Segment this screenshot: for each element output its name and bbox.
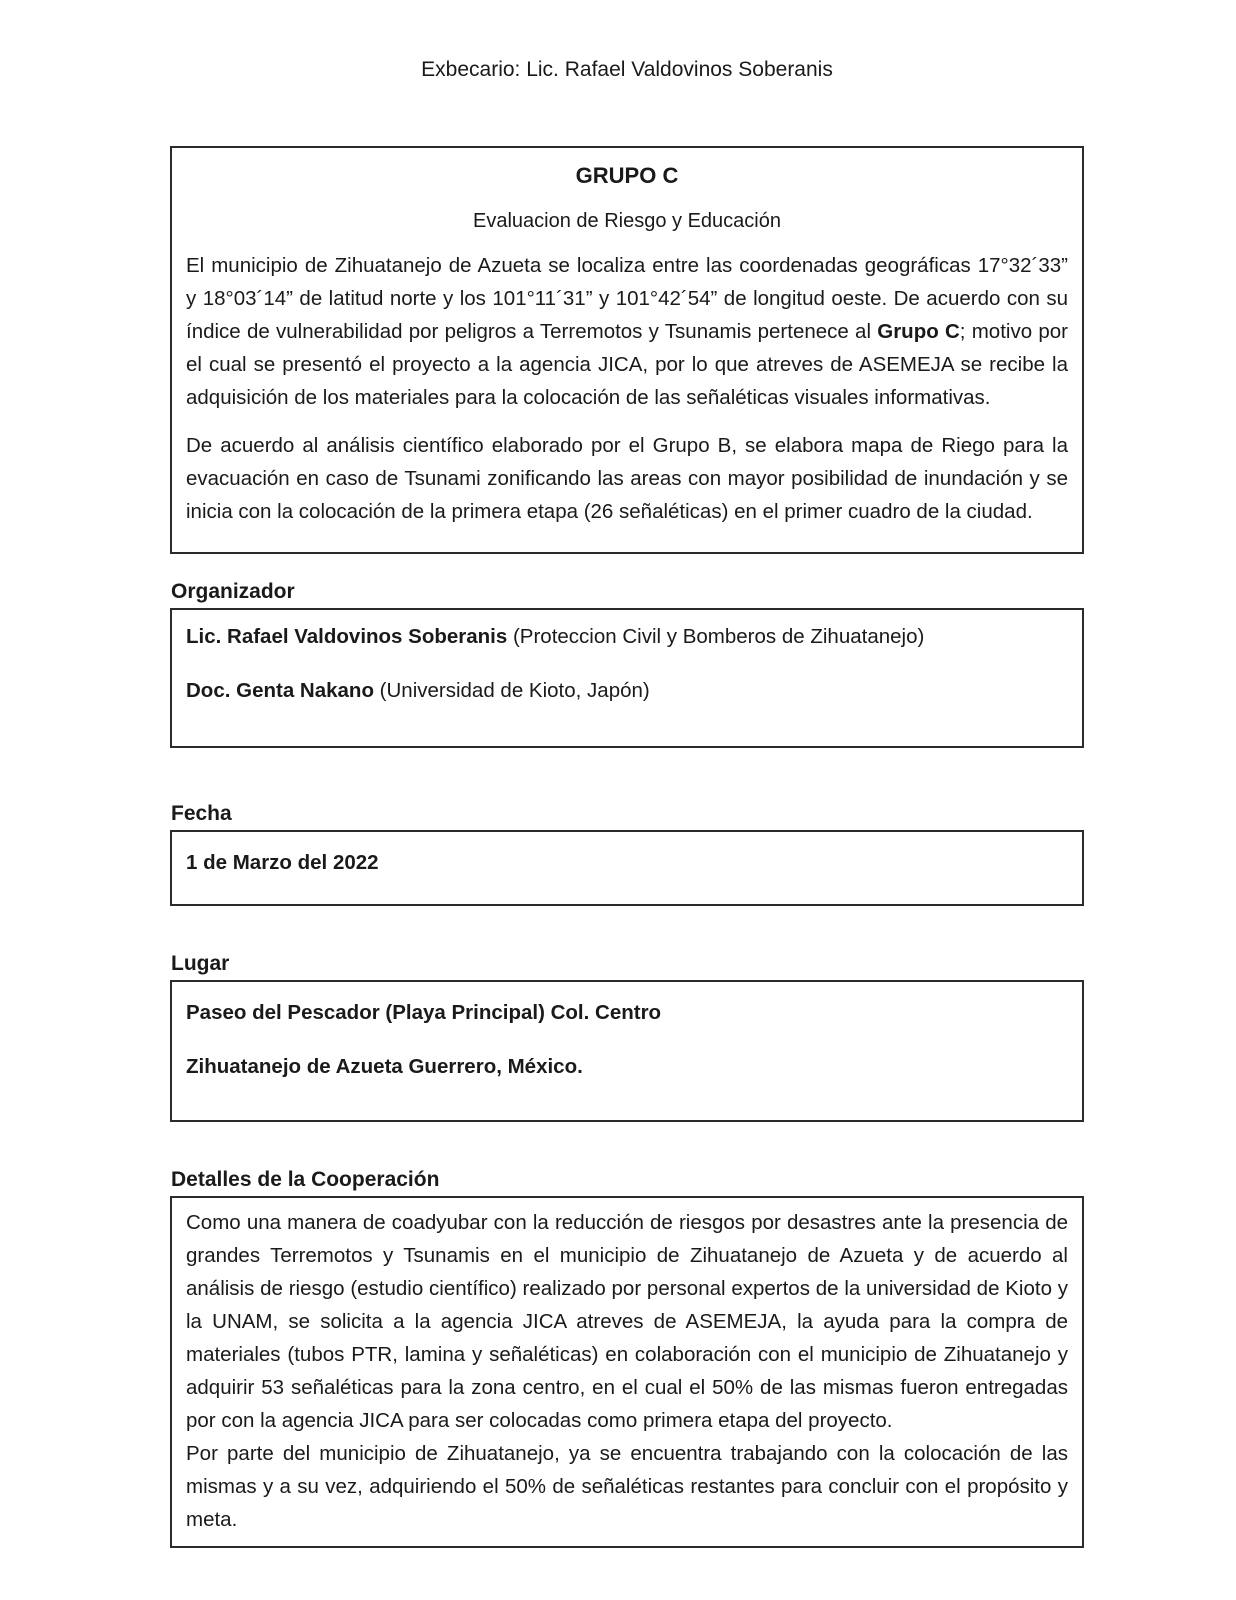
cooperation-box <box>170 1196 1084 1548</box>
organizer-person-2-name: Doc. Genta Nakano <box>186 679 374 702</box>
group-paragraph-2: De acuerdo al análisis científico elaborado por el Grupo B, se elabora mapa de Riego para la evacuación en caso de Tsunami zonificando las areas con mayor posibilidad de inundación y se inicia con la colocación de la primera etapa (26 señaléticas) en el primer cuadro de la ciudad. <box>186 434 1068 523</box>
organizer-person-2 <box>186 678 1068 704</box>
document-header-title: Exbecario: Lic. Rafael Valdovinos Soberanis <box>421 58 833 81</box>
date-value: 1 de Marzo del 2022 <box>186 851 379 874</box>
organizer-person-1 <box>186 624 1068 650</box>
group-paragraph-1-bold: Grupo C <box>877 320 960 343</box>
organizer-section <box>170 580 1084 748</box>
date-box <box>170 830 1084 906</box>
organizer-person-2-org: (Universidad de Kioto, Japón) <box>373 679 650 702</box>
date-section <box>170 802 1084 906</box>
organizer-person-1-name: Lic. Rafael Valdovinos Soberanis <box>186 625 508 648</box>
organizer-person-1-org: (Proteccion Civil y Bomberos de Zihuatanejo) <box>507 625 925 648</box>
group-title: GRUPO C <box>575 163 679 188</box>
date-heading: Fecha <box>171 802 232 825</box>
group-subtitle: Evaluacion de Riesgo y Educación <box>473 210 781 232</box>
place-line-1: Paseo del Pescador (Playa Principal) Col. Centro <box>186 1001 662 1024</box>
place-heading: Lugar <box>171 952 230 975</box>
group-c-box <box>170 146 1084 554</box>
cooperation-paragraph-1: Como una manera de coadyubar con la reducción de riesgos por desastres ante la presencia de grandes Terremotos y Tsunamis en el municipio de Zihuatanejo de Azueta y de acuerdo al análisis de riesgo (estudio científico) realizado por personal expertos de la universidad de Kioto y la UNAM, se solicita a la agencia JICA atreves de ASEMEJA, la ayuda para la compra de materiales (tubos PTR, lamina y señaléticas) en colaboración con el municipio de Zihuatanejo y adquirir 53 señaléticas para la zona centro, en el cual el 50% de las mismas fueron entregadas por con la agencia JICA para ser colocadas como primera etapa del proyecto. <box>186 1211 1068 1432</box>
place-box <box>170 980 1084 1122</box>
cooperation-heading: Detalles de la Cooperación <box>171 1168 440 1191</box>
organizer-heading: Organizador <box>171 580 295 603</box>
organizer-box <box>170 608 1084 748</box>
group-paragraph-1-after: ; motivo por el cual se presentó el proyecto a la agencia JICA, por lo que atreves de ASEMEJA se recibe la adquisición de los materiales para la colocación de las señaléticas visuales informativas. <box>186 320 1068 409</box>
cooperation-section <box>170 1168 1084 1548</box>
cooperation-paragraph-2: Por parte del municipio de Zihuatanejo, ya se encuentra trabajando con la colocación de las mismas y a su vez, adquiriendo el 50% de señaléticas restantes para concluir con el propósito y meta. <box>186 1442 1068 1531</box>
group-paragraph-1 <box>186 249 1068 414</box>
group-paragraph-1-before: El municipio de Zihuatanejo de Azueta se localiza entre las coordenadas geográficas 17°32´33” y 18°03´14” de latitud norte y los 101°11´31” y 101°42´54” de longitud oeste. De acuerdo con su índice de vulnerabilidad por peligros a Terremotos y Tsunamis pertenece al <box>186 254 1068 343</box>
place-line-2: Zihuatanejo de Azueta Guerrero, México. <box>186 1055 583 1078</box>
place-section <box>170 952 1084 1122</box>
